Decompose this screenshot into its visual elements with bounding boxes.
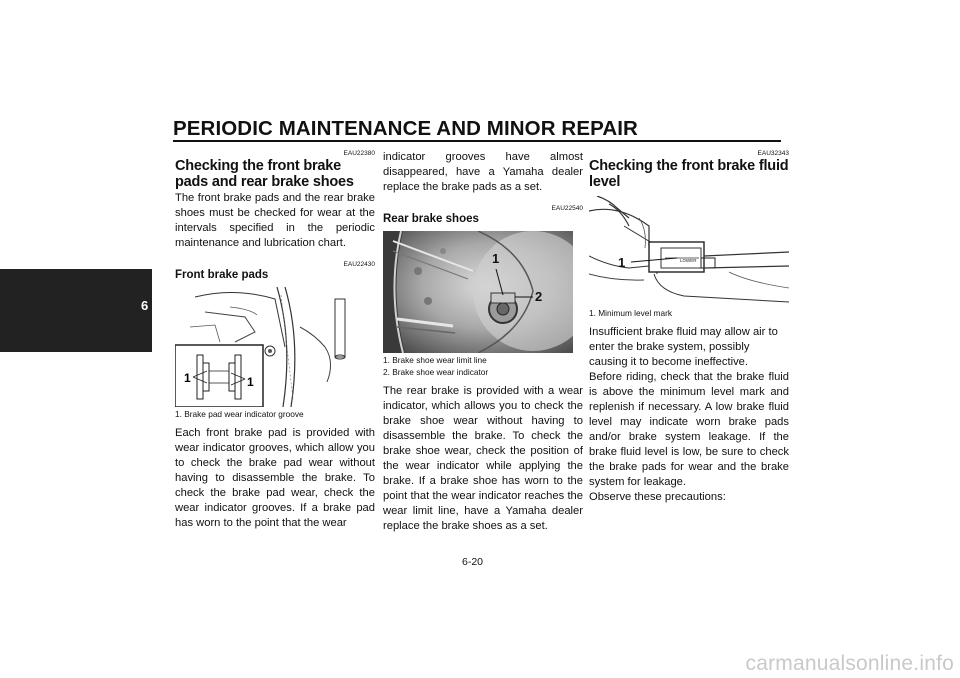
chapter-tab-label: 6: [141, 298, 149, 313]
column-2: [383, 150, 583, 534]
rear-shoes-body: The rear brake is provided with a wear indicator, which allows you to check the brake shoe wear without having to disassemble the brake. To check the brake shoe wear, check the position of the wear indicator while applying the brake. If a brake shoe has worn to the point that the wear indicator reaches the wear limit line, have a Yamaha dealer replace the brake shoes as a set.: [383, 385, 583, 532]
subsection-heading: Rear brake shoes: [383, 213, 479, 225]
section-intro: The front brake pads and the rear brake shoes must be checked for wear at the intervals specified in the periodic maintenance and lubrication chart.: [175, 192, 375, 249]
callout-1: 1: [492, 251, 500, 266]
fluid-body-3: Observe these precautions:: [589, 491, 726, 503]
subsection-code: EAU22430: [343, 261, 375, 268]
front-pads-body: Each front brake pad is provided with wear indicator grooves, which allow you to check the brake pad wear without having to disassemble the brake. To check the brake pad wear, check the wear indicator grooves. If a brake pad has worn to the point that the wear: [175, 427, 375, 529]
callout-1: 1: [618, 255, 626, 270]
section-code: EAU32343: [757, 150, 789, 157]
watermark: carmanualsonline.info: [745, 652, 954, 675]
figure-caption: 1. Minimum level mark: [589, 308, 672, 318]
section-heading: Checking the front brake pads and rear brake shoes: [175, 158, 354, 190]
brake-pad-illustration: [175, 287, 375, 407]
rear-brake-photo: [383, 231, 573, 353]
section-code: EAU22380: [343, 150, 375, 157]
callout-2: 2: [535, 289, 543, 304]
column-1: [175, 150, 375, 531]
callout-1a: 1: [184, 371, 191, 385]
figure-caption: 1. Brake pad wear indicator groove: [175, 409, 304, 419]
chapter-tab: [0, 269, 152, 352]
page-number: 6-20: [462, 556, 484, 568]
subsection-heading: Front brake pads: [175, 269, 269, 281]
lower-mark-label: LOWER: [680, 258, 697, 263]
fluid-body-1: Insufficient brake fluid may allow air to enter the brake system, possibly causing it to become ineffective.: [589, 326, 778, 368]
page-title: PERIODIC MAINTENANCE AND MINOR REPAIR: [173, 117, 638, 140]
continued-text: indicator grooves have almost disappeared, have a Yamaha dealer replace the brake pads as a set.: [383, 151, 583, 193]
header-rule: [173, 140, 781, 142]
figure-caption-2: 2. Brake shoe wear indicator: [383, 367, 489, 377]
section-heading: Checking the front brake fluid level: [589, 158, 789, 190]
subsection-code: EAU22540: [551, 205, 583, 212]
figure-caption-1: 1. Brake shoe wear limit line: [383, 355, 487, 365]
callout-1b: 1: [247, 375, 254, 389]
column-3: [589, 150, 789, 505]
fluid-body-2: Before riding, check that the brake fluid is above the minimum level mark and replenish if necessary. A low brake fluid level may indicate worn brake pads and/or brake system leakage. If the brake fluid level is low, be sure to check the brake pads for wear and the brake system for leakage.: [589, 371, 789, 488]
brake-fluid-reservoir-illustration: [589, 196, 789, 306]
